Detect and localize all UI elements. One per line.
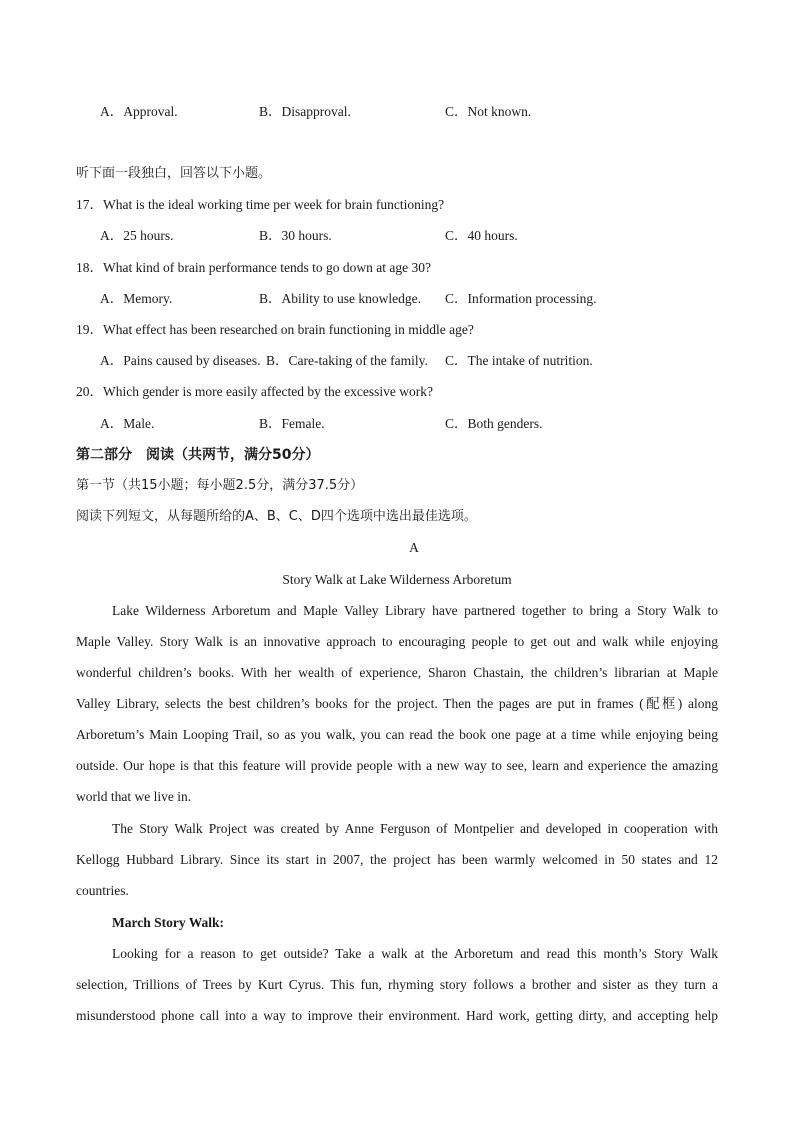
part2-heading: 第二部分 阅读（共两节，满分50分） [76,447,320,463]
q16-option-c: C．Not known. [445,104,532,119]
question-17-option-c: C．40 hours. [445,228,518,243]
passage-title: Story Walk at Lake Wilderness Arboretum [282,572,512,587]
question-17-option-b: B．30 hours. [259,228,332,243]
part2-section1: 第一节（共15小题；每小题2.5分，满分37.5分） [76,478,364,493]
paragraph-line: Kellogg Hubbard Library. Since its start in 2007, the project has been warmly welcomed in 50 states and 12 [76,852,718,867]
question-18-option-a: A．Memory. [100,291,173,306]
question-19-option-b: B．Care-taking of the family. [266,353,428,368]
passage-subheading: March Story Walk: [112,915,225,930]
question-19-option-c: C．The intake of nutrition. [445,353,593,368]
passage-paragraph-2 [76,820,718,913]
paragraph-line: Arboretum’s Main Looping Trail, so as you walk, you can read the book one page at a time while enjoying being [76,727,718,742]
paragraph-line: misunderstood phone call into a way to improve their environment. Hard work, getting dirty, and accepting help [76,1008,718,1023]
paragraph-line: outside. Our hope is that this feature will provide people with a new way to see, learn and experience the amazing [76,758,718,773]
question-19-stem: 19．What effect has been researched on brain functioning in middle age? [76,322,474,337]
question-20-option-b: B．Female. [259,416,325,431]
paragraph-line: selection, Trillions of Trees by Kurt Cyrus. This fun, rhyming story follows a brother and sister as they turn a [76,977,718,992]
q16-option-b: B．Disapproval. [259,104,351,119]
paragraph-line: countries. [76,883,129,898]
passage-label: A [409,540,419,555]
question-20-stem: 20．Which gender is more easily affected by the excessive work? [76,384,433,399]
paragraph-line: Valley Library, selects the best children’s books for the project. Then the pages are put in frames (配框) along [76,696,718,711]
paragraph-line: Looking for a reason to get outside? Take a walk at the Arboretum and read this month’s Story Walk [112,946,718,961]
q16-option-a: A．Approval. [100,104,178,119]
paragraph-line: Lake Wilderness Arboretum and Maple Valley Library have partnered together to bring a Story Walk to [112,603,718,618]
passage-paragraph-3 [76,945,718,1038]
listening-section-intro: 听下面一段独白，回答以下小题。 [76,166,272,181]
part2-instruction: 阅读下列短文，从每题所给的A、B、C、D四个选项中选出最佳选项。 [76,509,477,524]
question-19-option-a: A．Pains caused by diseases. [100,353,261,368]
paragraph-line: wonderful children’s books. With her wealth of experience, Sharon Chastain, the children’s librarian at Maple [76,665,718,680]
paragraph-line: world that we live in. [76,789,192,804]
paragraph-line: Maple Valley. Story Walk is an innovative approach to encouraging people to get out and walk while enjoying [76,634,718,649]
paragraph-line: The Story Walk Project was created by Anne Ferguson of Montpelier and developed in cooperation with [112,821,718,836]
question-18-option-c: C．Information processing. [445,291,597,306]
question-20-option-a: A．Male. [100,416,155,431]
question-17-stem: 17．What is the ideal working time per week for brain functioning? [76,197,445,212]
question-18-stem: 18．What kind of brain performance tends to go down at age 30? [76,260,432,275]
passage-paragraph-1 [76,602,718,819]
question-17-option-a: A．25 hours. [100,228,174,243]
question-18-option-b: B．Ability to use knowledge. [259,291,421,306]
question-20-option-c: C．Both genders. [445,416,543,431]
